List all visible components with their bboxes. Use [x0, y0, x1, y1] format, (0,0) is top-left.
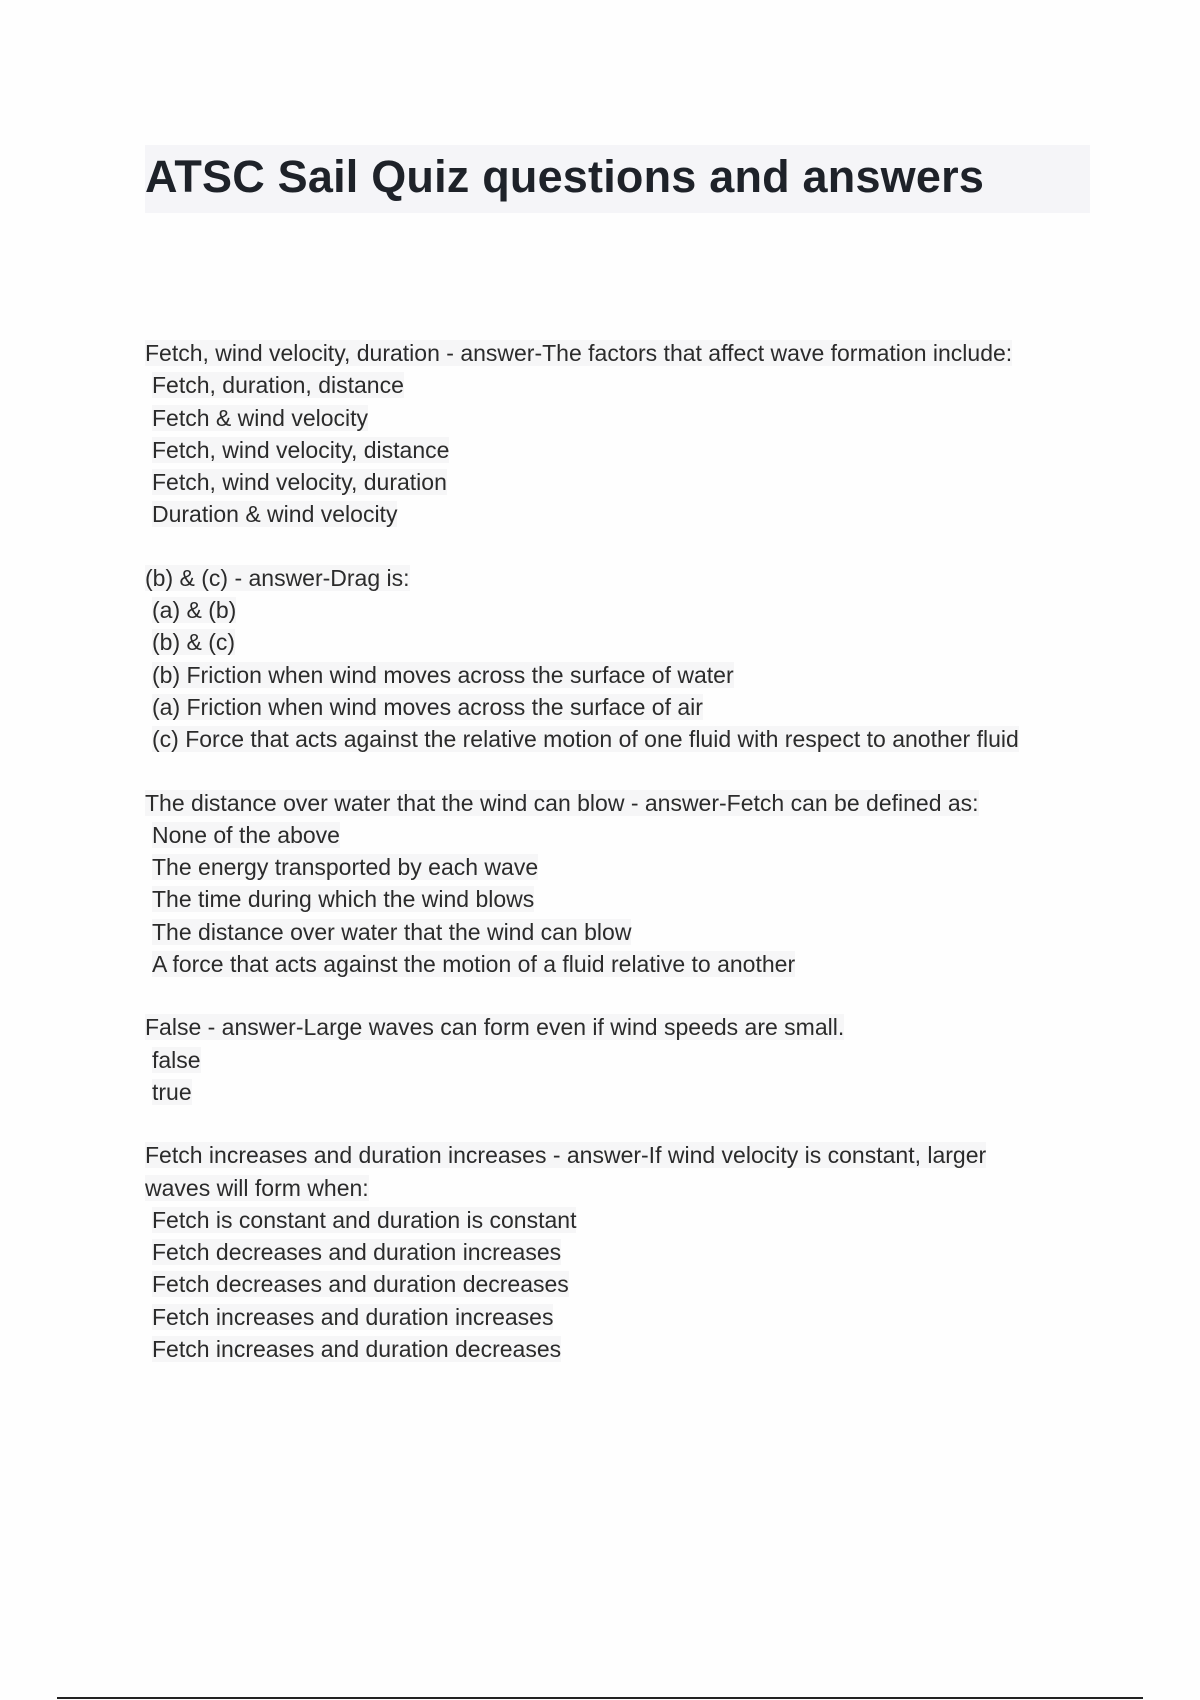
answer-option: Fetch increases and duration decreases: [152, 1336, 562, 1363]
answer-option: The distance over water that the wind can blow: [152, 918, 632, 945]
answer-option: Fetch, wind velocity, duration: [152, 469, 447, 496]
answer-option: true: [152, 1078, 192, 1105]
answer-option: Fetch decreases and duration increases: [152, 1239, 562, 1266]
question-prompt: (b) & (c) - answer-Drag is:: [145, 564, 410, 591]
answer-option: Fetch increases and duration increases: [152, 1303, 554, 1330]
answer-option: None of the above: [152, 821, 340, 848]
answer-option: (a) Friction when wind moves across the surface of air: [152, 693, 703, 720]
answer-option: false: [152, 1046, 201, 1073]
question-block-4: [145, 1011, 1090, 1108]
answer-option: The energy transported by each wave: [152, 854, 539, 881]
answer-option: Duration & wind velocity: [152, 501, 398, 528]
question-prompt: Fetch increases and duration increases - answer-If wind velocity is constant, larger: [145, 1142, 987, 1169]
quiz-content: [145, 337, 1090, 1396]
answer-option: (b) Friction when wind moves across the surface of water: [152, 661, 734, 688]
answer-option: A force that acts against the motion of a fluid relative to another: [152, 951, 796, 978]
question-block-2: [145, 562, 1090, 756]
answer-option: (a) & (b): [152, 597, 237, 624]
answer-option: Fetch, wind velocity, distance: [152, 436, 450, 463]
question-block-5: [145, 1139, 1090, 1365]
answer-option: The time during which the wind blows: [152, 886, 535, 913]
answer-option: Fetch & wind velocity: [152, 404, 369, 431]
answer-option: (b) & (c): [152, 629, 236, 656]
question-prompt: False - answer-Large waves can form even if wind speeds are small.: [145, 1014, 845, 1041]
answer-option: (c) Force that acts against the relative motion of one fluid with respect to another fluid: [152, 726, 1019, 753]
answer-option: Fetch decreases and duration decreases: [152, 1271, 569, 1298]
answer-option: Fetch is constant and duration is constant: [152, 1206, 577, 1233]
question-prompt: The distance over water that the wind can blow - answer-Fetch can be defined as:: [145, 789, 979, 816]
footer-divider: [57, 1697, 1143, 1699]
question-block-3: [145, 787, 1090, 981]
question-block-1: [145, 337, 1090, 531]
question-prompt: Fetch, wind velocity, duration - answer-The factors that affect wave formation include:: [145, 340, 1013, 366]
page-title: ATSC Sail Quiz questions and answers: [145, 151, 985, 202]
answer-option: Fetch, duration, distance: [152, 372, 404, 399]
question-prompt-continued: waves will form when:: [145, 1174, 369, 1201]
